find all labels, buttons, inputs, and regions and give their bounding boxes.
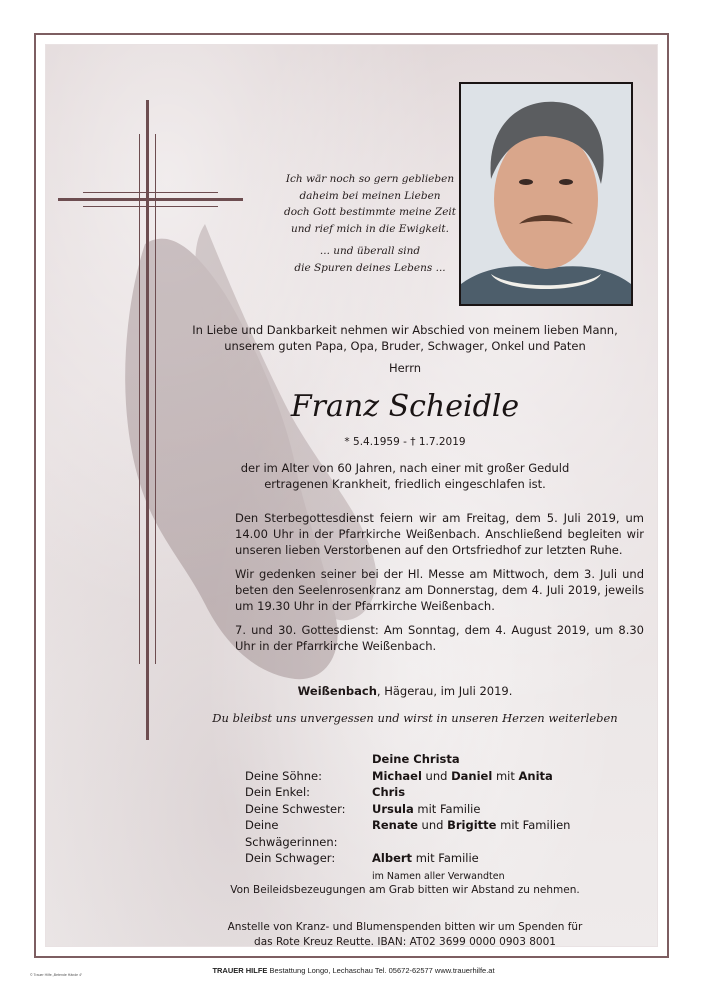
survivor-row <box>245 768 570 785</box>
passing-line-2: ertragenen Krankheit, friedlich eingeschlafen ist. <box>264 477 546 491</box>
survivor-connector: mit Familie <box>412 851 479 865</box>
donation-note <box>195 920 615 950</box>
cross-right-line <box>155 134 156 664</box>
verse-line: ... und überall sind <box>319 245 421 257</box>
survivor-row <box>245 784 570 801</box>
survivor-connector: mit <box>492 768 519 783</box>
survivor-connector: mit Familien <box>496 818 571 832</box>
donation-line-2: das Rote Kreuz Reutte. IBAN: AT02 3699 0000 0903 8001 <box>254 936 556 948</box>
cross-horizontal-bar <box>58 198 243 201</box>
survivor-names <box>372 768 553 785</box>
cross-bottom-line <box>83 206 218 207</box>
intro-text <box>185 322 625 376</box>
passing-line-1: der im Alter von 60 Jahren, nach einer mit großer Geduld <box>240 461 570 475</box>
survivor-relation: Deine Schwägerinnen: <box>245 818 338 849</box>
salutation: Herrn <box>388 361 422 375</box>
survivor-name: Albert <box>372 851 413 865</box>
place-town: Weißenbach <box>297 684 377 698</box>
passing-text <box>205 460 605 492</box>
motto: Du bleibst uns unvergessen und wirst in unseren Herzen weiterleben <box>212 711 618 725</box>
survivor-name: Chris <box>372 785 406 799</box>
cross-top-line <box>83 192 218 193</box>
survivor-name: Anita <box>518 768 553 783</box>
place-rest: , Hägerau, im Juli 2019. <box>376 684 513 698</box>
survivor-relation: Deine Schwester: <box>245 801 346 816</box>
survivor-row <box>245 817 570 850</box>
spouse-name: Deine Christa <box>372 752 460 766</box>
survivor-names <box>372 817 570 850</box>
footer <box>0 966 707 975</box>
service-paragraph: 7. und 30. Gottesdienst: Am Sonntag, dem 4. August 2019, um 8.30 Uhr in der Pfarrkirche Weißenbach. <box>235 623 644 653</box>
survivors-closing: im Namen aller Verwandten <box>372 870 505 882</box>
obituary-frame <box>34 33 669 958</box>
cross-vertical-bar <box>146 100 149 740</box>
survivor-row <box>245 751 570 768</box>
survivor-connector: und <box>417 818 448 832</box>
survivor-names <box>372 801 480 818</box>
survivor-relation: Dein Enkel: <box>245 785 311 799</box>
copyright-caption: © Trauer Hilfe „Betende Hände 4“ <box>30 973 83 977</box>
verse-line: Ich wär noch so gern geblieben <box>285 173 455 185</box>
survivor-name: Renate <box>372 818 418 832</box>
footer-brand: TRAUER HILFE <box>212 966 268 975</box>
survivor-name: Michael <box>372 768 422 783</box>
obituary-paper <box>45 44 658 947</box>
verse-line: und rief mich in die Ewigkeit. <box>290 222 449 235</box>
footer-text: Bestattung Longo, Lechaschau Tel. 05672-62577 www.trauerhilfe.at <box>267 966 495 975</box>
service-paragraph: Den Sterbegottesdienst feiern wir am Freitag, dem 5. Juli 2019, um 14.00 Uhr in der Pfarrkirche Weißenbach. Anschließend begleiten wir unseren lieben Verstorbenen auf den Ortsfriedhof zur letzten Ruhe. <box>235 511 644 557</box>
memorial-verse <box>265 171 475 282</box>
survivor-name: Ursula <box>372 801 414 816</box>
survivor-relation: Dein Schwager: <box>245 851 336 865</box>
survivor-name: Brigitte <box>447 818 497 832</box>
portrait-photo <box>459 82 633 306</box>
condolence-note: Von Beileidsbezeugungen am Grab bitten wir Abstand zu nehmen. <box>230 884 580 896</box>
life-dates: * 5.4.1959 - † 1.7.2019 <box>344 436 466 448</box>
verse-line: doch Gott bestimmte meine Zeit <box>283 206 457 218</box>
survivor-connector: und <box>421 768 452 783</box>
survivor-connector: mit Familie <box>413 801 481 816</box>
survivor-names <box>372 850 479 867</box>
place-date <box>225 683 585 699</box>
intro-line-2: unserem guten Papa, Opa, Bruder, Schwager, Onkel und Paten <box>224 339 586 353</box>
survivor-relation: Deine Söhne: <box>245 768 323 783</box>
donation-line-1: Anstelle von Kranz- und Blumenspenden bitten wir um Spenden für <box>227 921 583 933</box>
survivor-name: Daniel <box>451 768 493 783</box>
survivors-list <box>245 751 570 885</box>
service-paragraph: Wir gedenken seiner bei der Hl. Messe am Mittwoch, dem 3. Juli und beten den Seelenrosenkranz am Donnerstag, dem 4. Juli 2019, jeweils um 19.30 Uhr in der Pfarrkirche Weißenbach. <box>235 567 644 613</box>
verse-line: daheim bei meinen Lieben <box>299 189 441 202</box>
survivor-row <box>245 850 570 867</box>
deceased-name: Franz Scheidle <box>290 389 520 424</box>
survivor-row <box>245 801 570 818</box>
cross-left-line <box>139 134 140 664</box>
verse-line: die Spuren deines Lebens ... <box>294 261 446 274</box>
survivor-names <box>372 784 405 801</box>
intro-line-1: In Liebe und Dankbarkeit nehmen wir Abschied von meinem lieben Mann, <box>192 323 618 337</box>
